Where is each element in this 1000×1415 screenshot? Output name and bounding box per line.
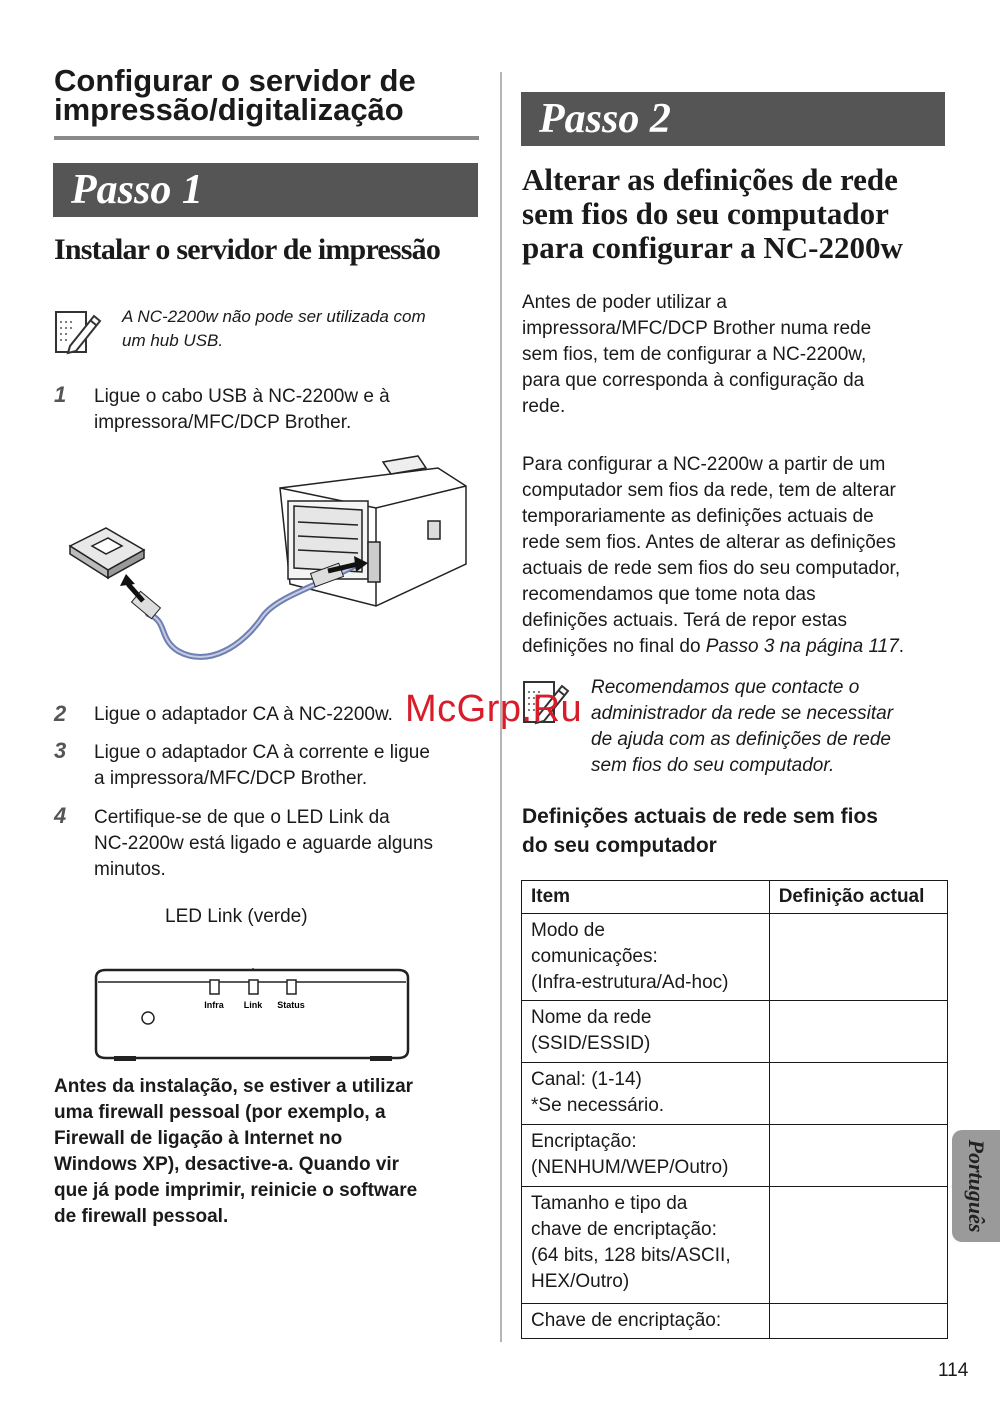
- paragraph-line: [522, 634, 957, 660]
- language-tab-label: Português: [964, 1139, 989, 1233]
- section-title-line: Alterar as definições de rede: [522, 162, 898, 197]
- note-line: um hub USB.: [122, 331, 224, 350]
- paragraph-line: actuais de rede sem fios do seu computador,: [522, 558, 901, 579]
- paragraph-text: definições no final do: [522, 636, 706, 657]
- settings-table: [521, 880, 948, 1339]
- step-line: impressora/MFC/DCP Brother.: [94, 412, 352, 433]
- paragraph-line: sem fios, tem de configurar a NC-2200w,: [522, 344, 867, 365]
- note-line: Recomendamos que contacte o: [591, 677, 860, 698]
- paragraph-intro: [522, 290, 952, 420]
- table-cell-value[interactable]: [769, 1187, 947, 1304]
- table-row: [522, 1187, 948, 1304]
- table-cell-value[interactable]: [769, 1001, 947, 1063]
- section-title-line: sem fios do seu computador: [522, 196, 889, 231]
- table-row: [522, 1125, 948, 1187]
- cell-line: (64 bits, 128 bits/ASCII,: [531, 1245, 731, 1266]
- led-label: Link: [243, 1000, 263, 1010]
- language-tab[interactable]: [952, 1130, 1000, 1242]
- note-line: de ajuda com as definições de rede: [591, 729, 891, 750]
- paragraph-instructions: [522, 452, 957, 660]
- step-line: Certifique-se de que o LED Link da: [94, 807, 390, 828]
- table-heading-line: Definições actuais de rede sem fios: [522, 805, 878, 828]
- led-label: Status: [277, 1000, 305, 1010]
- cell-line: Nome da rede: [531, 1007, 652, 1028]
- table-cell-value[interactable]: [769, 1063, 947, 1125]
- step-number: 4: [54, 803, 67, 828]
- table-header-cell: Item: [522, 881, 770, 914]
- page-number: 114: [938, 1360, 969, 1381]
- cell-line: chave de encriptação:: [531, 1219, 717, 1240]
- paragraph-line: definições actuais. Terá de repor estas: [522, 610, 847, 631]
- table-row: [522, 1304, 948, 1339]
- step-number: 3: [54, 738, 67, 763]
- paragraph-line: rede.: [522, 396, 566, 417]
- cell-line: Canal: (1-14): [531, 1069, 642, 1090]
- table-cell-value[interactable]: [769, 1125, 947, 1187]
- step-text: [94, 805, 484, 883]
- paragraph-line: Antes de poder utilizar a: [522, 292, 727, 313]
- step-number: 1: [54, 382, 67, 407]
- paragraph-line: rede sem fios. Antes de alterar as definições: [522, 532, 896, 553]
- page-title: [54, 63, 484, 127]
- section-title-install: Instalar o servidor de impressão: [54, 233, 441, 266]
- step-line: Ligue o adaptador CA à NC-2200w.: [94, 704, 393, 725]
- table-cell-item: [522, 1063, 770, 1125]
- note-line: administrador da rede se necessitar: [591, 703, 894, 724]
- step-1-banner: Passo 1: [53, 163, 478, 217]
- printer-usb-illustration: [58, 446, 468, 671]
- table-row: [522, 1063, 948, 1125]
- page-title-line: Configurar o servidor de: [54, 63, 416, 98]
- warning-line: de firewall pessoal.: [54, 1206, 229, 1227]
- cell-line: *Se necessário.: [531, 1095, 665, 1116]
- step-2-banner: Passo 2: [521, 92, 945, 146]
- step-text: [94, 384, 484, 436]
- table-cell-item: [522, 914, 770, 1001]
- table-heading: [522, 802, 952, 860]
- paragraph-line: Para configurar a NC-2200w a partir de um: [522, 454, 886, 475]
- paragraph-line: temporariamente as definições actuais de: [522, 506, 874, 527]
- paragraph-text: .: [898, 636, 905, 657]
- paragraph-line: recomendamos que tome nota das: [522, 584, 816, 605]
- table-cell-item: [522, 1125, 770, 1187]
- table-header-row: [522, 881, 948, 914]
- warning-line: Windows XP), desactive-a. Quando vir: [54, 1154, 400, 1175]
- step-number: 2: [54, 701, 67, 726]
- table-row: [522, 1001, 948, 1063]
- section-title-wireless: [522, 163, 952, 265]
- table-cell-value[interactable]: [769, 914, 947, 1001]
- note-pencil-icon: [54, 308, 102, 356]
- page-title-line: impressão/digitalização: [54, 92, 404, 127]
- note-contact-admin: [591, 675, 951, 779]
- step-line: Ligue o cabo USB à NC-2200w e à: [94, 386, 390, 407]
- warning-line: Firewall de ligação à Internet no: [54, 1128, 343, 1149]
- led-status-icon: [287, 980, 296, 994]
- step-line: Ligue o adaptador CA à corrente e ligue: [94, 742, 430, 763]
- led-link-icon: [249, 980, 258, 994]
- cell-line: (NENHUM/WEP/Outro): [531, 1157, 729, 1178]
- firewall-warning: [54, 1074, 484, 1230]
- note-line: sem fios do seu computador.: [591, 755, 835, 776]
- table-cell-item: [522, 1187, 770, 1304]
- led-caption: LED Link (verde): [165, 906, 308, 927]
- step-text: [94, 740, 484, 792]
- warning-line: que já pode imprimir, reinicie o software: [54, 1180, 418, 1201]
- step-line: a impressora/MFC/DCP Brother.: [94, 768, 368, 789]
- cell-line: Modo de: [531, 920, 605, 941]
- step-line: NC-2200w está ligado e aguarde alguns: [94, 833, 434, 854]
- led-device-illustration: [92, 968, 412, 1068]
- nc-2200w-device: [70, 528, 144, 578]
- power-jack-icon: [142, 1012, 154, 1024]
- table-heading-line: do seu computador: [522, 834, 717, 857]
- cell-line: HEX/Outro): [531, 1271, 630, 1292]
- cell-line: (Infra-estrutura/Ad-hoc): [531, 972, 729, 993]
- table-header-cell: Definição actual: [769, 881, 947, 914]
- cell-line: Chave de encriptação:: [531, 1310, 722, 1331]
- section-title-line: para configurar a NC-2200w: [522, 230, 903, 265]
- warning-line: uma firewall pessoal (por exemplo, a: [54, 1102, 386, 1123]
- table-cell-item: [522, 1304, 770, 1339]
- cell-line: Encriptação:: [531, 1131, 637, 1152]
- cell-line: Tamanho e tipo da: [531, 1193, 688, 1214]
- table-cell-value[interactable]: [769, 1304, 947, 1339]
- table-row: [522, 914, 948, 1001]
- printer-icon: [280, 456, 466, 606]
- cell-line: (SSID/ESSID): [531, 1033, 651, 1054]
- paragraph-line: computador sem fios da rede, tem de alterar: [522, 480, 896, 501]
- warning-line: Antes da instalação, se estiver a utilizar: [54, 1076, 414, 1097]
- led-label: Infra: [204, 1000, 224, 1010]
- paragraph-line: impressora/MFC/DCP Brother numa rede: [522, 318, 872, 339]
- led-infra-icon: [210, 980, 219, 994]
- cell-line: comunicações:: [531, 946, 658, 967]
- table-cell-item: [522, 1001, 770, 1063]
- note-usb-hub: [122, 305, 482, 353]
- page-reference-link[interactable]: Passo 3 na página 117: [705, 636, 899, 657]
- note-line: A NC-2200w não pode ser utilizada com: [122, 307, 426, 326]
- title-rule: [54, 136, 479, 140]
- watermark-text: McGrp.Ru: [405, 688, 583, 730]
- paragraph-line: para que corresponda à configuração da: [522, 370, 865, 391]
- step-line: minutos.: [94, 859, 166, 880]
